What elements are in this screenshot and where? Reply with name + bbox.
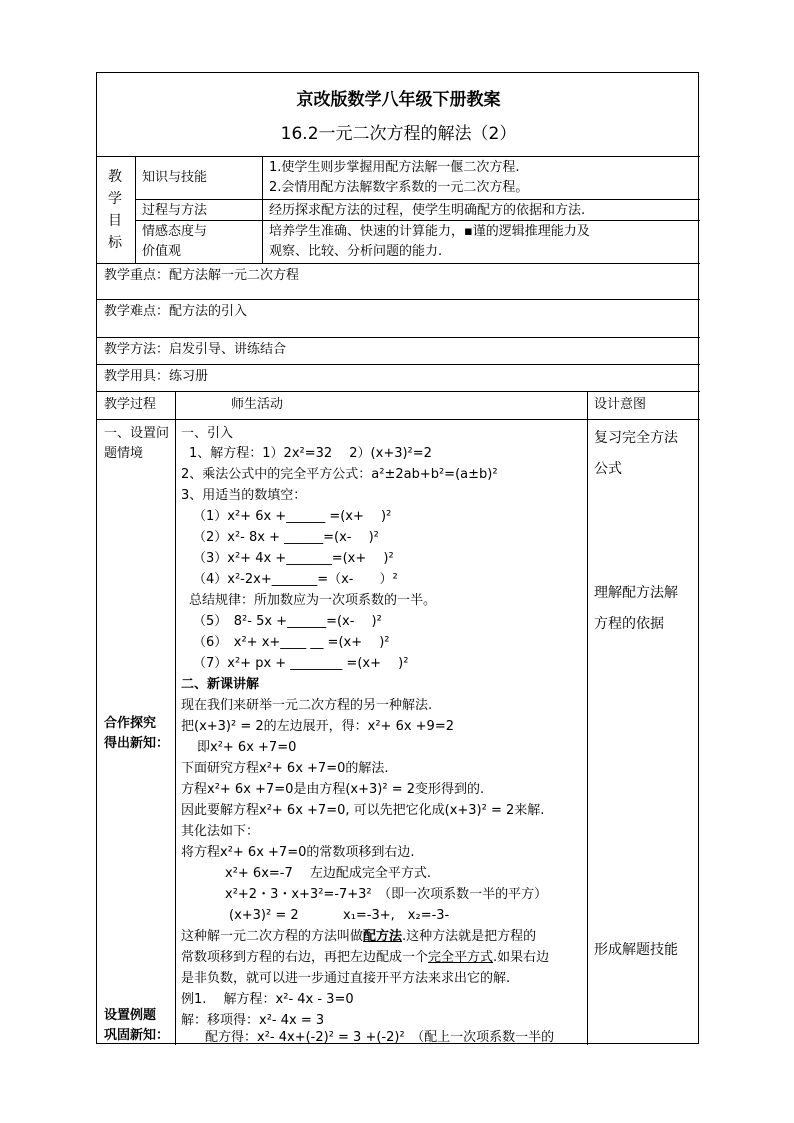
intent-text: 方程的依据 — [594, 616, 664, 632]
objective-attitude-line: 培养学生准确、快速的计算能力，▪谨的逻辑推理能力及 — [269, 224, 590, 239]
intent-text: 公式 — [594, 461, 622, 477]
activity-line: 这种解一元二次方程的方法叫做配方法.这种方法就是把方程的 — [181, 929, 537, 944]
divider — [97, 364, 700, 365]
objective-knowledge-line: 1.使学生则步掌握用配方法解一偃二次方程. — [269, 160, 520, 175]
divider — [175, 391, 176, 1045]
divider — [97, 263, 700, 264]
intent-text: 理解配方法解 — [594, 585, 678, 601]
teaching-tools: 教学用具：练习册 — [104, 369, 209, 384]
col-header-process: 教学过程 — [104, 397, 157, 412]
divider — [97, 419, 700, 420]
teaching-method: 教学方法：启发引导、讲练结合 — [104, 342, 287, 357]
term-perfect-square: 完全平方式 — [428, 950, 494, 965]
fill-blank: （5） 8²- 5x +______=(x- )² — [193, 614, 382, 629]
activity-line: x²+2・3・x+3²=-7+3² （即一次项系数一半的平方） — [225, 887, 548, 902]
activity-line: 因此要解方程x²+ 6x +7=0, 可以先把它化成(x+3)² = 2来解. — [181, 803, 545, 818]
section-heading: 一、引入 — [181, 426, 234, 441]
divider — [135, 220, 700, 221]
example-line: 解：移项得：x²- 4x = 3 — [181, 1013, 325, 1028]
activity-line: 现在我们来研举一元二次方程的另一种解法. — [181, 698, 433, 713]
divider — [135, 156, 136, 263]
example-line: 例1. 解方程：x²- 4x - 3=0 — [181, 992, 354, 1007]
objective-knowledge-line: 2.会情用配方法解数字系数的一元二次方程。 — [269, 180, 529, 195]
key-point: 教学重点：配方法解一元二次方程 — [104, 268, 300, 283]
stage-label: 合作探究 — [104, 716, 157, 731]
objective-attitude-label: 价值观 — [142, 244, 182, 259]
document-title: 京改版数学八年级下册教案 — [296, 90, 501, 110]
stage-label: 题情境 — [104, 446, 144, 461]
fill-blank: （4）x²-2x+_______=（x- ）² — [193, 572, 398, 587]
divider — [97, 156, 700, 157]
activity-line: x²+ 6x=-7 左边配成完全平方式. — [225, 866, 432, 881]
objectives-label: 教 学 目 标 — [108, 169, 122, 251]
divider — [97, 391, 700, 392]
activity-line: 常数项移到方程的右边，再把左边配成一个完全平方式.如果右边 — [181, 950, 550, 965]
objective-attitude-line: 观察、比较、分析问题的能力. — [269, 244, 443, 259]
stage-label: 巩固新知： — [104, 1028, 170, 1043]
objective-knowledge-label: 知识与技能 — [142, 170, 208, 185]
activity-line: 下面研究方程x²+ 6x +7=0的解法. — [181, 761, 389, 776]
activity-line: 是非负数，就可以进一步通过直接开平方法来求出它的解. — [181, 971, 511, 986]
divider — [135, 199, 700, 200]
divider — [587, 391, 588, 1045]
objective-process-line: 经历探求配方法的过程，使学生明确配方的依据和方法. — [269, 203, 586, 218]
example-line: 配方得：x²- 4x+(-2)² = 3 +(-2)² （配上一次项系数一半的 — [205, 1030, 555, 1045]
activity-line: 1、解方程：1）2x²=32 2）(x+3)²=2 — [189, 446, 432, 461]
stage-label: 得出新知： — [104, 736, 170, 751]
col-header-intent: 设计意图 — [594, 397, 647, 412]
activity-line: 即x²+ 6x +7=0 — [197, 740, 297, 755]
activity-line: 其化法如下： — [181, 824, 260, 839]
fill-blank: （2）x²- 8x + ______=(x- )² — [193, 530, 379, 545]
activity-line: 把(x+3)² = 2的左边展开，得：x²+ 6x +9=2 — [181, 719, 454, 734]
intent-text: 复习完全方法 — [594, 430, 678, 446]
stage-label: 设置例题 — [104, 1008, 157, 1023]
activity-line: 方程x²+ 6x +7=0是由方程(x+3)² = 2变形得到的. — [181, 782, 485, 797]
activity-line: 2、乘法公式中的完全平方公式：a²±2ab+b²=(a±b)² — [181, 467, 498, 482]
difficulty: 教学难点：配方法的引入 — [104, 304, 248, 319]
activity-line: 将方程x²+ 6x +7=0的常数项移到右边. — [181, 845, 415, 860]
stage-label: 一、设置问 — [104, 426, 170, 441]
divider — [262, 156, 263, 263]
activity-line: x₁=-3+, x₂=-3- — [343, 908, 450, 923]
fill-blank: （3）x²+ 4x +_______=(x+ )² — [193, 551, 394, 566]
section-heading: 二、新课讲解 — [181, 677, 260, 692]
intent-text: 形成解题技能 — [594, 942, 678, 958]
divider — [97, 299, 700, 300]
activity-line: (x+3)² = 2 — [229, 908, 299, 923]
fill-blank: （6） x²+ x+____ __ =(x+ )² — [193, 635, 390, 650]
fill-blank: （7）x²+ px + ________ =(x+ )² — [193, 656, 409, 671]
lesson-plan-table — [96, 72, 699, 1044]
divider — [97, 337, 700, 338]
col-header-activity: 师生活动 — [231, 397, 284, 412]
fill-blank: （1）x²+ 6x +______ =(x+ )² — [193, 509, 392, 524]
activity-line: 3、用适当的数填空： — [181, 488, 307, 503]
lesson-title: 16.2一元二次方程的解法（2） — [280, 124, 517, 144]
objective-attitude-label: 情感态度与 — [142, 224, 208, 239]
objective-process-label: 过程与方法 — [142, 203, 208, 218]
term-peifangfa: 配方法 — [363, 929, 403, 944]
rule-summary: 总结规律：所加数应为一次项系数的一半。 — [189, 593, 437, 608]
